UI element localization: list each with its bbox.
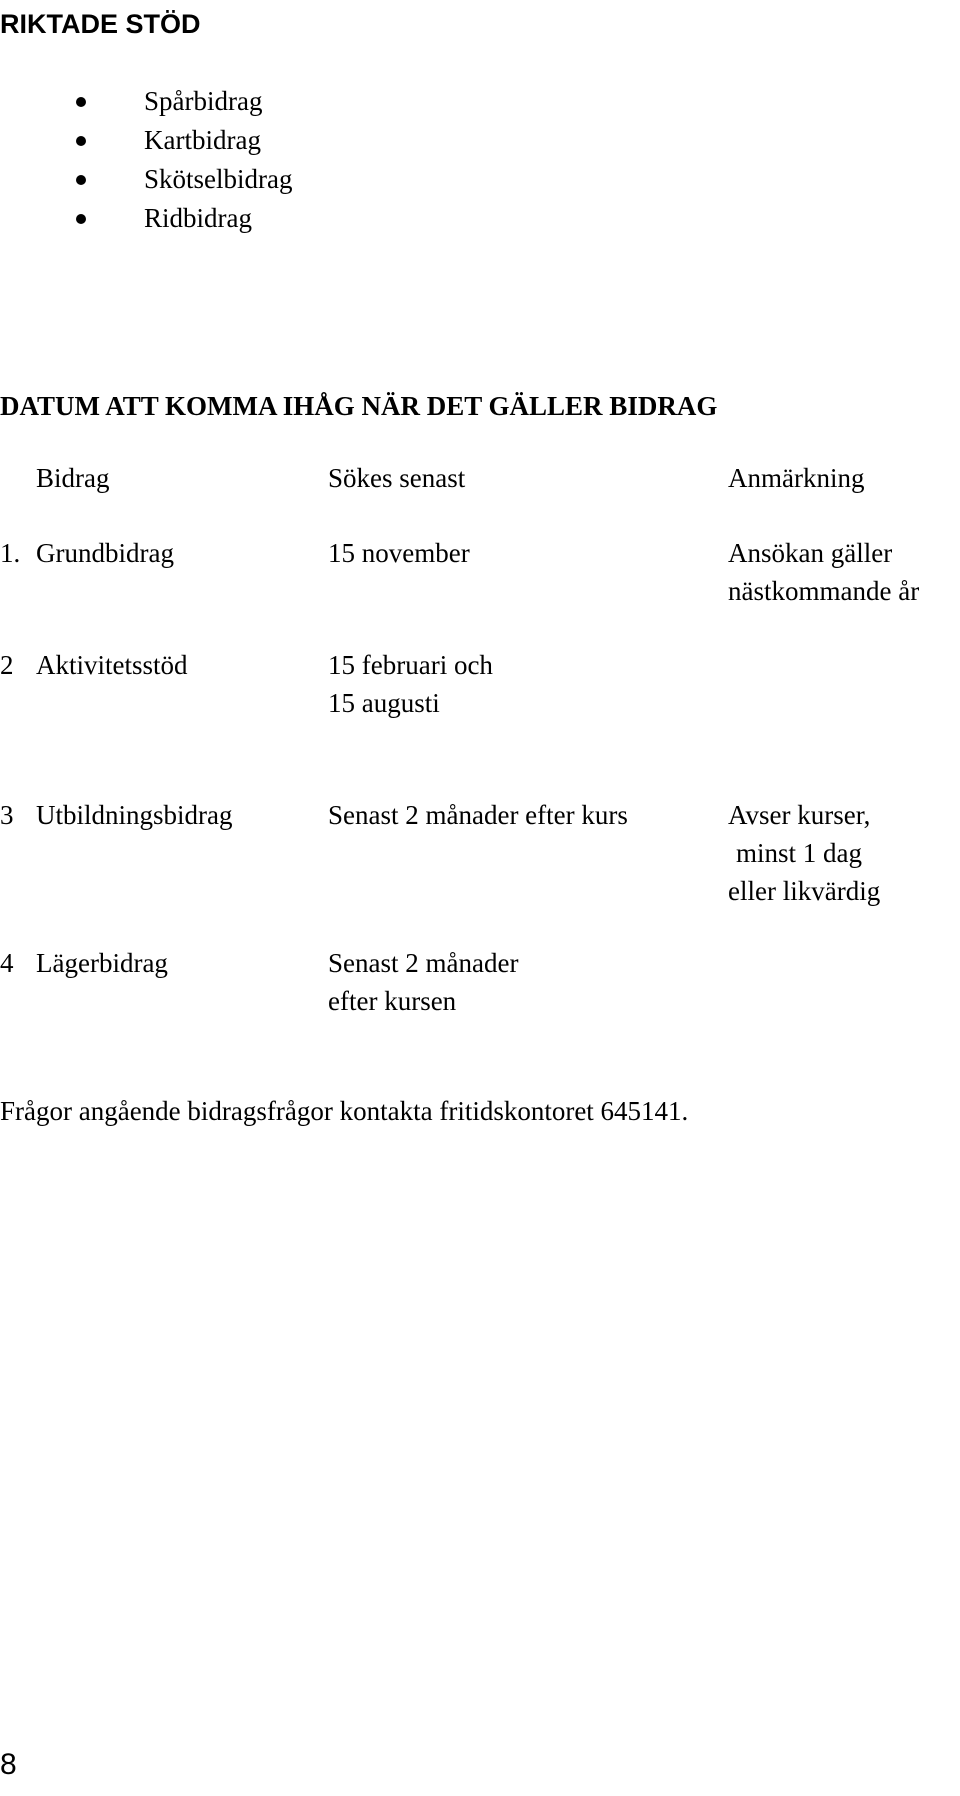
list-item-label: Skötselbidrag	[144, 164, 293, 194]
row-number: 1.	[0, 538, 21, 568]
row-note: minst 1 dag	[736, 838, 862, 868]
row-deadline: Senast 2 månader	[328, 948, 519, 978]
row-note: Avser kurser,	[728, 800, 871, 830]
row-deadline: efter kursen	[328, 986, 457, 1016]
header-anmarkning: Anmärkning	[728, 463, 865, 493]
bullet-icon	[76, 97, 86, 107]
row-note: eller likvärdig	[728, 876, 881, 906]
bullet-icon	[76, 214, 86, 224]
row-bidrag: Grundbidrag	[36, 538, 174, 568]
row-number: 3	[0, 800, 14, 830]
header-bidrag: Bidrag	[36, 463, 110, 493]
row-number: 4	[0, 948, 14, 978]
list-item	[0, 82, 600, 121]
page-number: 8	[0, 1748, 17, 1781]
list-item-label: Kartbidrag	[144, 125, 261, 155]
contact-text: Frågor angående bidragsfrågor kontakta fritidskontoret 645141.	[0, 1096, 689, 1126]
row-bidrag: Aktivitetsstöd	[36, 650, 188, 680]
list-item	[0, 160, 600, 199]
list-item	[0, 199, 600, 238]
support-list	[0, 82, 600, 238]
row-note: Ansökan gäller	[728, 538, 893, 568]
list-item	[0, 121, 600, 160]
row-deadline: 15 februari och	[328, 650, 493, 680]
list-item-label: Ridbidrag	[144, 203, 252, 233]
page-title: RIKTADE STÖD	[0, 9, 201, 39]
row-note: nästkommande år	[728, 576, 920, 606]
row-bidrag: Utbildningsbidrag	[36, 800, 233, 830]
bullet-icon	[76, 136, 86, 146]
list-item-label: Spårbidrag	[144, 86, 263, 116]
header-sokes-senast: Sökes senast	[328, 463, 466, 493]
bullet-icon	[76, 175, 86, 185]
row-deadline: 15 november	[328, 538, 470, 568]
row-number: 2	[0, 650, 14, 680]
dates-heading: DATUM ATT KOMMA IHÅG NÄR DET GÄLLER BIDRAG	[0, 391, 718, 421]
row-deadline: Senast 2 månader efter kurs	[328, 800, 628, 830]
row-deadline: 15 augusti	[328, 688, 440, 718]
row-bidrag: Lägerbidrag	[36, 948, 168, 978]
